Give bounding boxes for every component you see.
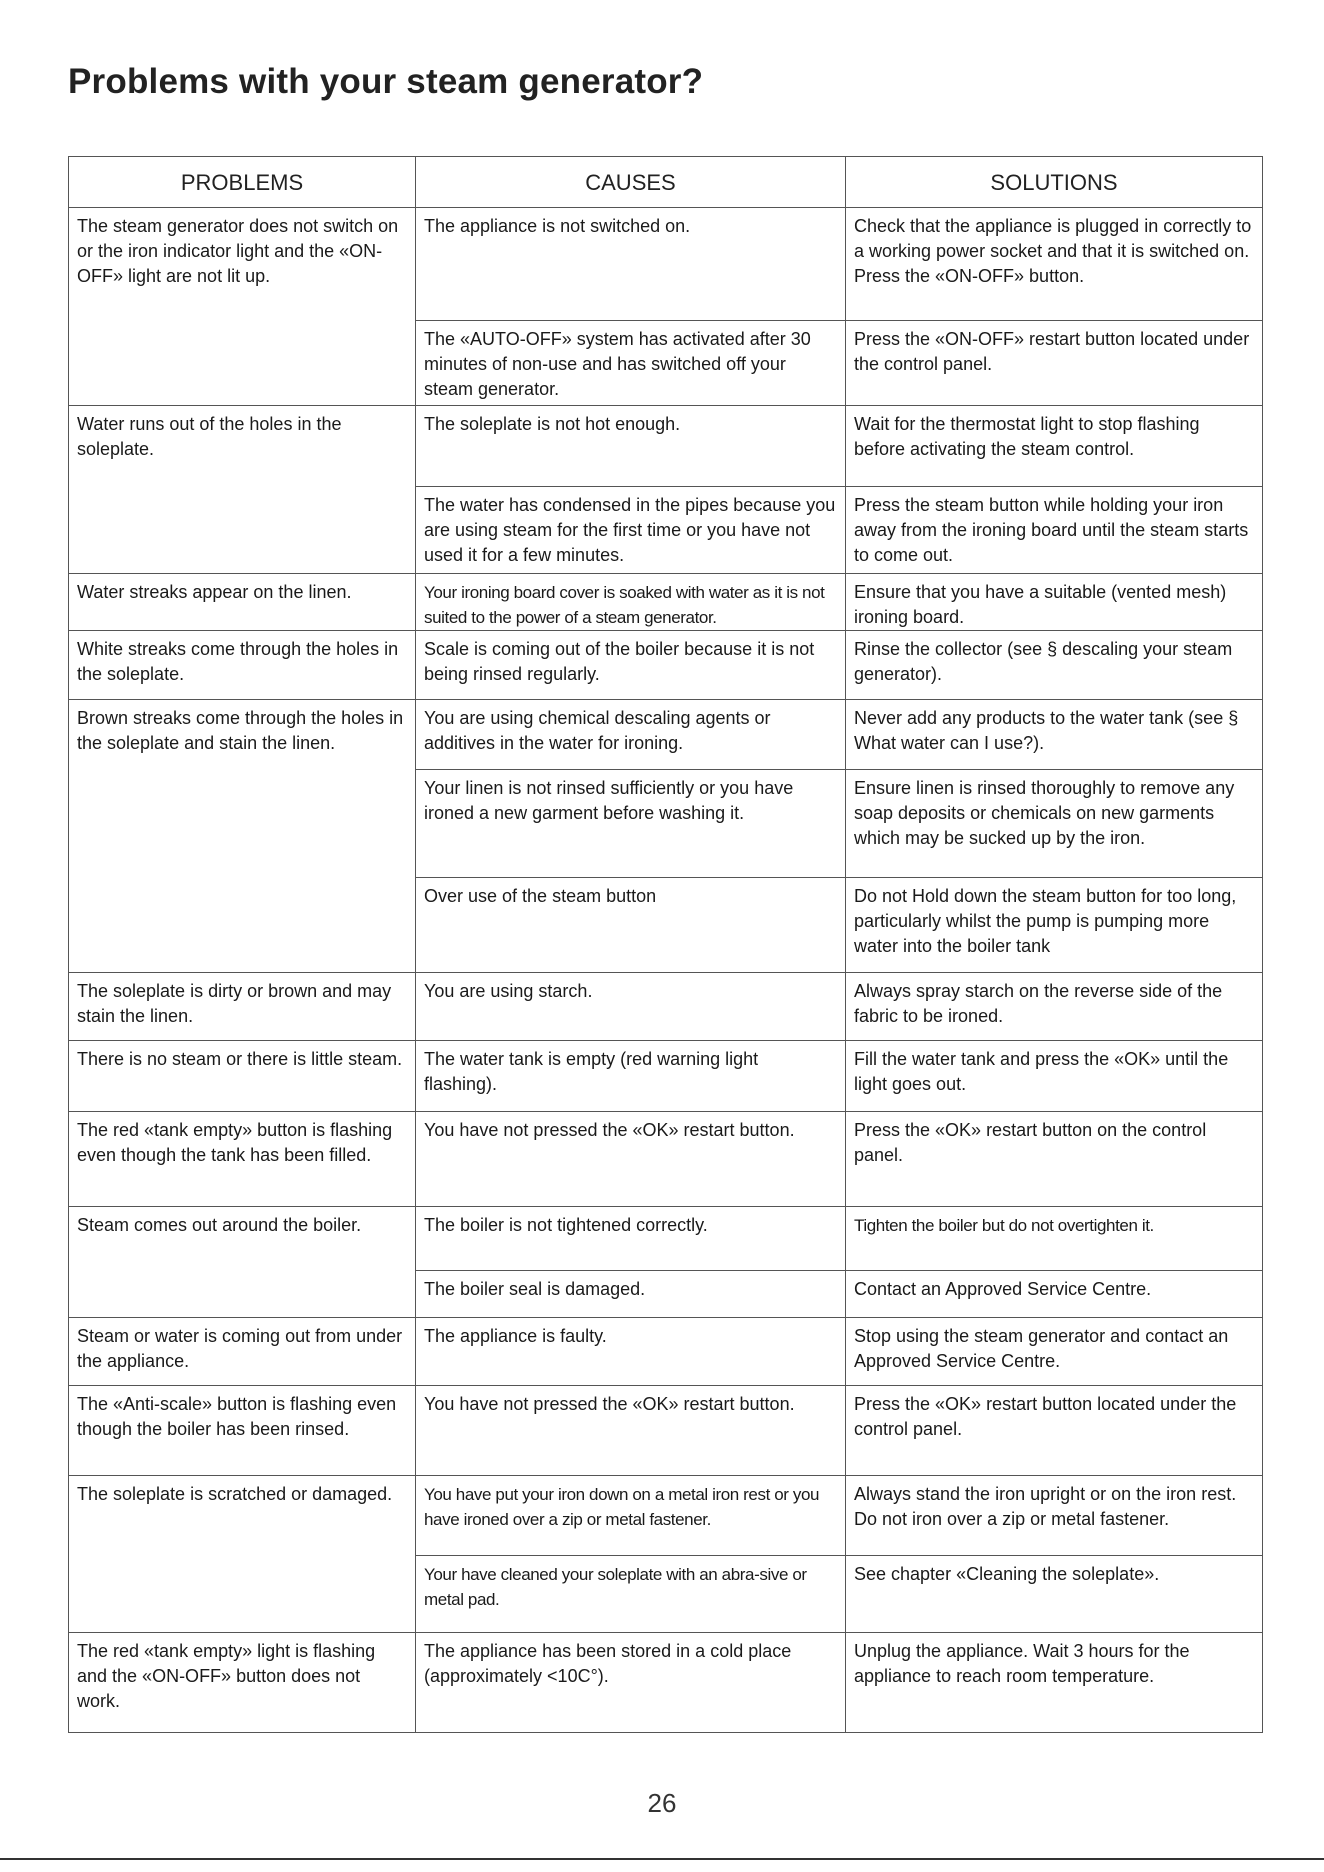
solution-cell: Contact an Approved Service Centre. xyxy=(846,1271,1263,1318)
cause-cell: Your ironing board cover is soaked with water as it is not suited to the power of a steam generator. xyxy=(416,574,846,631)
solution-cell: Check that the appliance is plugged in correctly to a working power socket and that it is switched on. Press the «ON-OFF» button. xyxy=(846,208,1263,321)
solution-cell: Press the «OK» restart button on the control panel. xyxy=(846,1112,1263,1207)
problem-cell: The red «tank empty» button is flashing even though the tank has been filled. xyxy=(69,1112,416,1207)
problem-cell: Steam or water is coming out from under the appliance. xyxy=(69,1318,416,1386)
table-row xyxy=(69,1207,1263,1271)
header-causes: CAUSES xyxy=(416,157,846,208)
solution-cell: Tighten the boiler but do not overtighten it. xyxy=(846,1207,1263,1271)
page-number: 26 xyxy=(647,1788,677,1818)
solution-cell: Always spray starch on the reverse side of the fabric to be ironed. xyxy=(846,973,1263,1041)
problem-cell: Brown streaks come through the holes in the soleplate and stain the linen. xyxy=(69,700,416,973)
cause-cell: The appliance has been stored in a cold place (approximately <10C°). xyxy=(416,1633,846,1733)
solution-cell: Press the steam button while holding your iron away from the ironing board until the steam starts to come out. xyxy=(846,487,1263,574)
cause-cell: The boiler seal is damaged. xyxy=(416,1271,846,1318)
solution-cell: Ensure that you have a suitable (vented mesh) ironing board. xyxy=(846,574,1263,631)
solution-cell: Always stand the iron upright or on the iron rest. Do not iron over a zip or metal fastener. xyxy=(846,1476,1263,1556)
problem-cell: Steam comes out around the boiler. xyxy=(69,1207,416,1318)
cause-cell: The appliance is not switched on. xyxy=(416,208,846,321)
problem-cell: The steam generator does not switch on or the iron indicator light and the «ON-OFF» light are not lit up. xyxy=(69,208,416,406)
cause-cell: The boiler is not tightened correctly. xyxy=(416,1207,846,1271)
table-row xyxy=(69,700,1263,770)
solution-cell: Stop using the steam generator and contact an Approved Service Centre. xyxy=(846,1318,1263,1386)
cause-cell: The water has condensed in the pipes because you are using steam for the first time or you have not used it for a few minutes. xyxy=(416,487,846,574)
problem-cell: Water runs out of the holes in the soleplate. xyxy=(69,406,416,574)
cause-cell: Over use of the steam button xyxy=(416,878,846,973)
bottom-rule xyxy=(0,1858,1324,1860)
table-row xyxy=(69,973,1263,1041)
header-solutions: SOLUTIONS xyxy=(846,157,1263,208)
header-problems: PROBLEMS xyxy=(69,157,416,208)
table-row xyxy=(69,631,1263,700)
header-row xyxy=(69,157,1263,208)
troubleshooting-table xyxy=(68,156,1263,1733)
problem-cell: The «Anti-scale» button is flashing even though the boiler has been rinsed. xyxy=(69,1386,416,1476)
cause-cell: Your have cleaned your soleplate with an abra-sive or metal pad. xyxy=(416,1556,846,1633)
solution-cell: Press the «ON-OFF» restart button located under the control panel. xyxy=(846,321,1263,406)
cause-cell: You have put your iron down on a metal iron rest or you have ironed over a zip or metal fastener. xyxy=(416,1476,846,1556)
problem-cell: The red «tank empty» light is flashing and the «ON-OFF» button does not work. xyxy=(69,1633,416,1733)
solution-cell: See chapter «Cleaning the soleplate». xyxy=(846,1556,1263,1633)
cause-cell: Your linen is not rinsed sufficiently or you have ironed a new garment before washing it. xyxy=(416,770,846,878)
problem-cell: White streaks come through the holes in the soleplate. xyxy=(69,631,416,700)
page-title: Problems with your steam generator? xyxy=(68,62,704,101)
table-row xyxy=(69,1112,1263,1207)
problem-cell: The soleplate is scratched or damaged. xyxy=(69,1476,416,1633)
cause-cell: The water tank is empty (red warning light flashing). xyxy=(416,1041,846,1112)
problem-cell: There is no steam or there is little steam. xyxy=(69,1041,416,1112)
cause-cell: Scale is coming out of the boiler because it is not being rinsed regularly. xyxy=(416,631,846,700)
cause-cell: You are using chemical descaling agents or additives in the water for ironing. xyxy=(416,700,846,770)
solution-cell: Do not Hold down the steam button for too long, particularly whilst the pump is pumping more water into the boiler tank xyxy=(846,878,1263,973)
table-row xyxy=(69,574,1263,631)
cause-cell: The «AUTO-OFF» system has activated after 30 minutes of non-use and has switched off your steam generator. xyxy=(416,321,846,406)
solution-cell: Fill the water tank and press the «OK» until the light goes out. xyxy=(846,1041,1263,1112)
solution-cell: Unplug the appliance. Wait 3 hours for the appliance to reach room temperature. xyxy=(846,1633,1263,1733)
cause-cell: You are using starch. xyxy=(416,973,846,1041)
problem-cell: The soleplate is dirty or brown and may stain the linen. xyxy=(69,973,416,1041)
solution-cell: Rinse the collector (see § descaling your steam generator). xyxy=(846,631,1263,700)
cause-cell: The soleplate is not hot enough. xyxy=(416,406,846,487)
table-row xyxy=(69,1633,1263,1733)
solution-cell: Ensure linen is rinsed thoroughly to remove any soap deposits or chemicals on new garments which may be sucked up by the iron. xyxy=(846,770,1263,878)
table-row xyxy=(69,406,1263,487)
problem-cell: Water streaks appear on the linen. xyxy=(69,574,416,631)
table-row xyxy=(69,1318,1263,1386)
table-row xyxy=(69,1041,1263,1112)
table-row xyxy=(69,208,1263,321)
table-row xyxy=(69,1386,1263,1476)
cause-cell: You have not pressed the «OK» restart button. xyxy=(416,1386,846,1476)
solution-cell: Press the «OK» restart button located under the control panel. xyxy=(846,1386,1263,1476)
cause-cell: The appliance is faulty. xyxy=(416,1318,846,1386)
solution-cell: Never add any products to the water tank (see § What water can I use?). xyxy=(846,700,1263,770)
solution-cell: Wait for the thermostat light to stop flashing before activating the steam control. xyxy=(846,406,1263,487)
cause-cell: You have not pressed the «OK» restart button. xyxy=(416,1112,846,1207)
table-row xyxy=(69,1476,1263,1556)
